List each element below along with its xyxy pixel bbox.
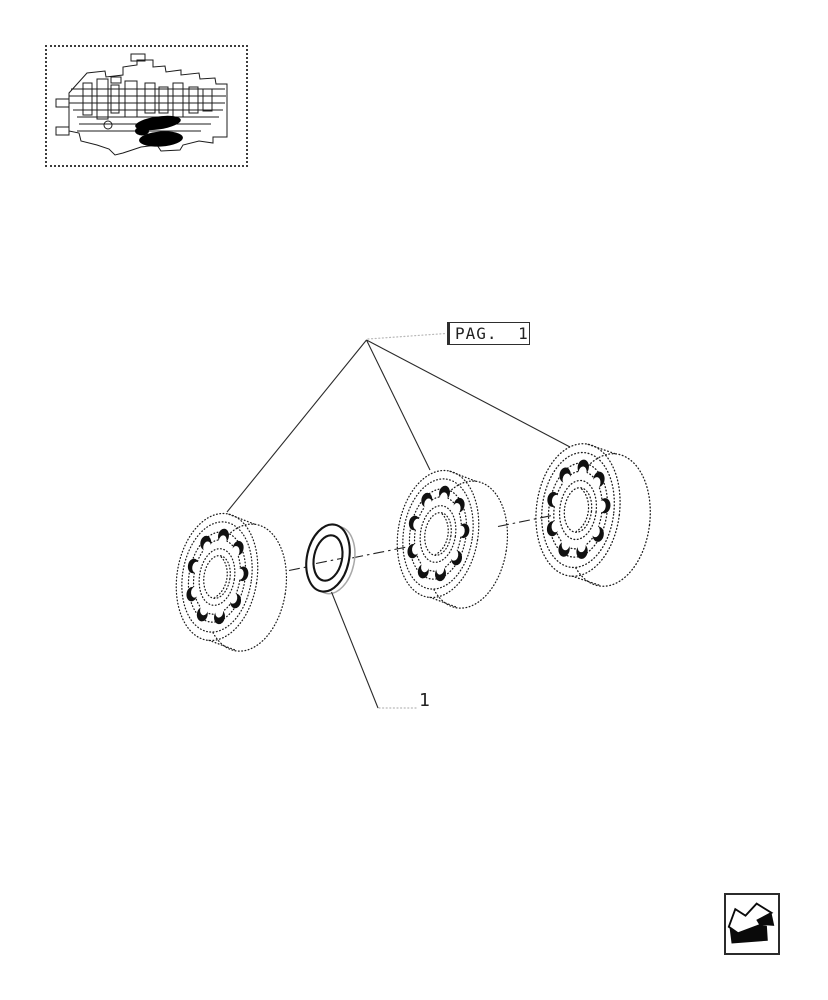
callout-1-leader <box>332 592 417 708</box>
shim-washer-part[interactable] <box>300 520 361 597</box>
back-nav-button[interactable] <box>724 893 780 955</box>
page-ref-leader-lines <box>227 334 570 513</box>
back-arrow-icon <box>726 895 778 953</box>
ball-bearing-middle <box>388 465 518 615</box>
page-ref-link[interactable] <box>447 322 530 345</box>
callout-1-label[interactable]: 1 <box>419 690 430 711</box>
ball-bearing-right <box>528 439 659 591</box>
ball-bearing-left <box>167 508 297 658</box>
page-ref-label: PAG. 1 <box>455 324 529 343</box>
